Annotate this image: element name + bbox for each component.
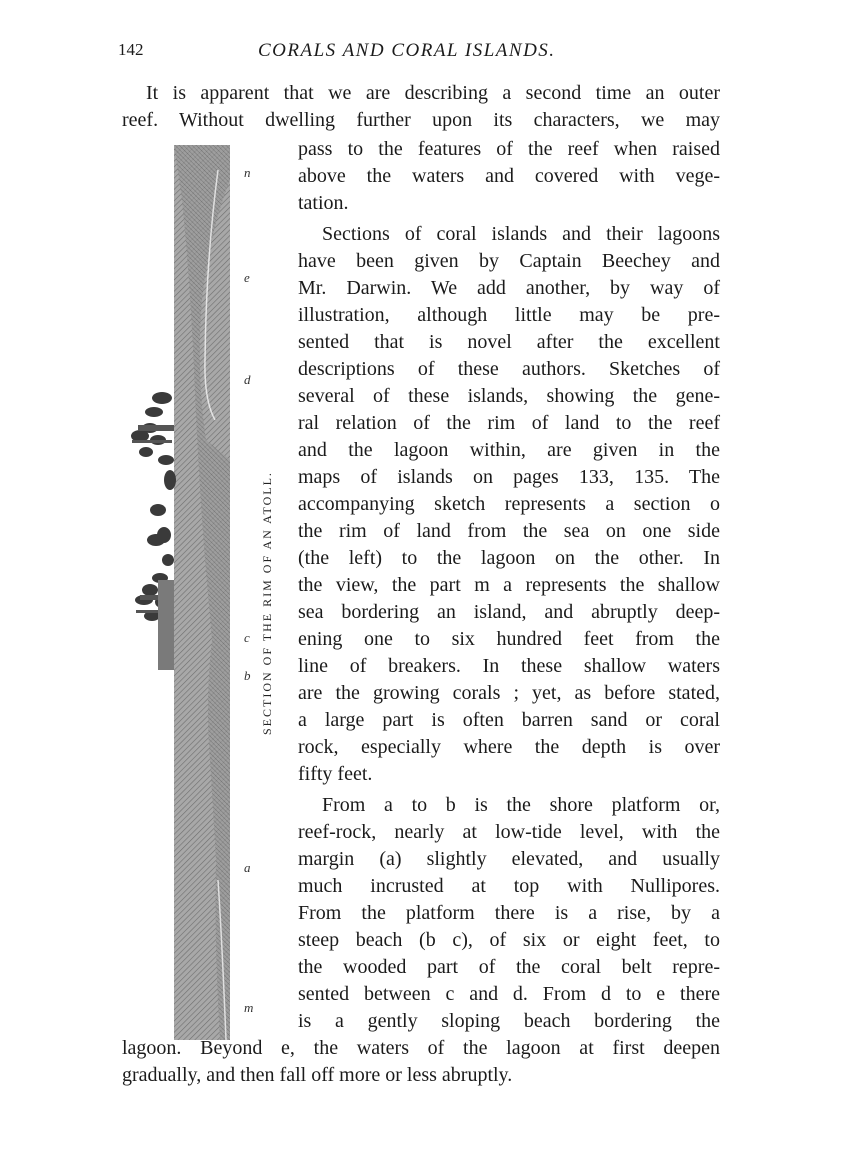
text-line: are the growing corals ; yet, as before stated, <box>298 682 720 704</box>
text-line: From the platform there is a rise, by a <box>298 902 720 924</box>
page-number: 142 <box>118 40 144 59</box>
text-line: reef. Without dwelling further upon its characters, we may <box>122 109 720 131</box>
label-e: e <box>244 270 250 285</box>
label-c: c <box>244 630 250 645</box>
text-line: rock, especially where the depth is over <box>298 736 720 758</box>
text-line: ral relation of the rim of land to the reef <box>298 412 720 434</box>
running-title: CORALS AND CORAL ISLANDS. <box>258 40 556 61</box>
text-line: and the lagoon within, are given in the <box>298 439 720 461</box>
text-line: sented that is novel after the excellent <box>298 331 720 353</box>
text-line: accompanying sketch represents a section o <box>298 493 720 515</box>
text-line: lagoon. Beyond e, the waters of the lagoon at first deepen <box>122 1037 720 1059</box>
text-line: steep beach (b c), of six or eight feet, to <box>298 929 720 951</box>
text-line: sented between c and d. From d to e there <box>298 983 720 1005</box>
palm-trees-upper <box>131 392 176 490</box>
text-line: a large part is often barren sand or coral <box>298 709 720 731</box>
text-line: tation. <box>298 192 349 214</box>
text-line: reef-rock, nearly at low-tide level, with the <box>298 821 720 843</box>
text-line: (the left) to the lagoon on the other. In <box>298 547 720 569</box>
figure-caption: SECTION OF THE RIM OF AN ATOLL. <box>260 471 274 735</box>
label-m: m <box>244 1000 254 1015</box>
text-line: fifty feet. <box>298 763 373 785</box>
palm-trees-lower <box>135 504 174 670</box>
text-line: several of these islands, showing the gene- <box>298 385 720 407</box>
text-line: Mr. Darwin. We add another, by way of <box>298 277 720 299</box>
text-line: the rim of land from the sea on one side <box>298 520 720 542</box>
label-n: n <box>244 165 251 180</box>
text-line: descriptions of these authors. Sketches of <box>298 358 720 380</box>
text-line: above the waters and covered with vege- <box>298 165 720 187</box>
text-line: much incrusted at top with Nullipores. <box>298 875 720 897</box>
text-line: is a gently sloping beach bordering the <box>298 1010 720 1032</box>
text-line: gradually, and then fall off more or less abruptly. <box>122 1064 513 1086</box>
text-line: It is apparent that we are describing a second time an outer <box>146 82 720 104</box>
text-line: have been given by Captain Beechey and <box>298 250 720 272</box>
page-header <box>118 40 728 68</box>
text-line: margin (a) slightly elevated, and usually <box>298 848 720 870</box>
text-line: maps of islands on pages 133, 135. The <box>298 466 720 488</box>
label-b: b <box>244 668 251 683</box>
text-line: line of breakers. In these shallow waters <box>298 655 720 677</box>
text-line: ening one to six hundred feet from the <box>298 628 720 650</box>
label-a: a <box>244 860 251 875</box>
text-line: Sections of coral islands and their lagoons <box>322 223 720 245</box>
label-d: d <box>244 372 251 387</box>
text-line: the view, the part m a represents the shallow <box>298 574 720 596</box>
text-line: From a to b is the shore platform or, <box>322 794 720 816</box>
text-line: sea bordering an island, and abruptly deep- <box>298 601 720 623</box>
text-line: illustration, although little may be pre- <box>298 304 720 326</box>
text-line: pass to the features of the reef when raised <box>298 138 720 160</box>
text-line: the wooded part of the coral belt repre- <box>298 956 720 978</box>
